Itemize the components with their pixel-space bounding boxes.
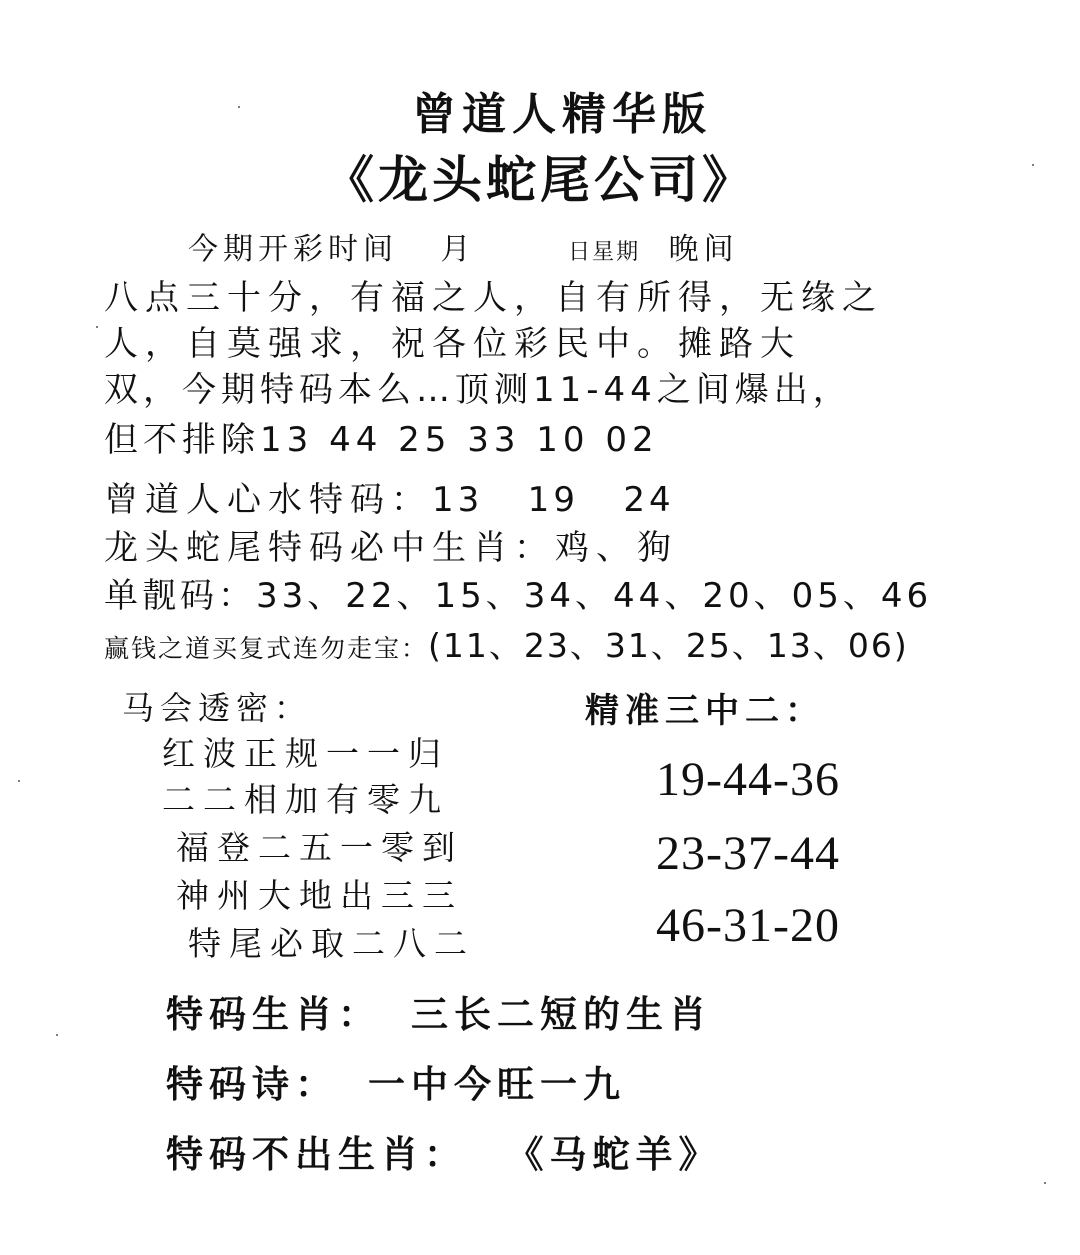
combo-pick-line [104, 624, 909, 671]
intro-line-5: 但不排除13 44 25 33 10 02 [104, 420, 659, 460]
draw-evening: 晚间 [668, 232, 739, 267]
intro-line-4: 双，今期特码本么…顶测11-44之间爆出， [104, 370, 852, 410]
exclude-label: 特码不出生肖： [166, 1132, 467, 1176]
draw-month: 月 [440, 232, 476, 267]
zodiac-line [166, 984, 712, 1038]
combo-pick-label: 赢钱之道买复式连勿走宝： [104, 634, 429, 663]
pick-combo-2: 23-37-44 [656, 827, 840, 880]
poem-line-3: 福登二五一零到 [176, 828, 463, 867]
exclude-value: 《马蛇羊》 [525, 1132, 722, 1176]
draw-time-line [188, 228, 739, 275]
scan-speck [1044, 1182, 1046, 1184]
poem-label: 特码诗： [166, 1062, 338, 1106]
scan-speck [56, 1034, 58, 1036]
heart-pick-line [104, 478, 675, 522]
scan-speck [18, 780, 20, 782]
scan-speck [238, 106, 240, 108]
scan-speck [1032, 164, 1034, 166]
heart-pick-label: 曾道人心水特码： [104, 480, 432, 520]
pick-combo-1: 19-44-36 [656, 753, 840, 806]
intro-line-3: 人，自莫强求，祝各位彩民中。摊路大 [104, 324, 801, 364]
zodiac-value: 三长二短的生肖 [411, 992, 712, 1036]
single-pick-numbers: 33、22、15、34、44、20、05、46 [256, 576, 933, 616]
poem-line-4: 神州大地出三三 [176, 876, 463, 915]
heart-pick-numbers: 13 19 24 [432, 480, 675, 520]
scan-speck [96, 326, 98, 328]
zodiac-label: 特码生肖： [166, 992, 381, 1036]
poem-line [166, 1054, 626, 1108]
document-title: 曾道人精华版 [412, 89, 712, 140]
document-subtitle: 《龙头蛇尾公司》 [324, 150, 756, 209]
poem-value: 一中今旺一九 [368, 1062, 626, 1106]
poem-line-5: 特尾必取二八二 [188, 924, 475, 963]
poem-line-2: 二二相加有零九 [162, 780, 449, 819]
poem-line-1: 红波正规一一归 [162, 734, 449, 773]
single-pick-label: 单靓码： [104, 576, 256, 616]
zodiac-pick-line: 龙头蛇尾特码必中生肖：鸡、狗 [104, 528, 678, 568]
pick-combo-3: 46-31-20 [656, 899, 840, 952]
horse-club-label: 马会透密： [122, 689, 313, 727]
draw-time-label: 今期开彩时间 [188, 232, 398, 267]
intro-line-2: 八点三十分，有福之人，自有所得，无缘之 [104, 278, 883, 318]
accurate-three-two-label: 精准三中二： [585, 691, 825, 731]
exclude-line [166, 1124, 722, 1178]
combo-pick-numbers: (11、23、31、25、13、06) [428, 626, 909, 665]
single-pick-line [104, 574, 932, 618]
draw-weekday: 日星期 [568, 240, 641, 265]
